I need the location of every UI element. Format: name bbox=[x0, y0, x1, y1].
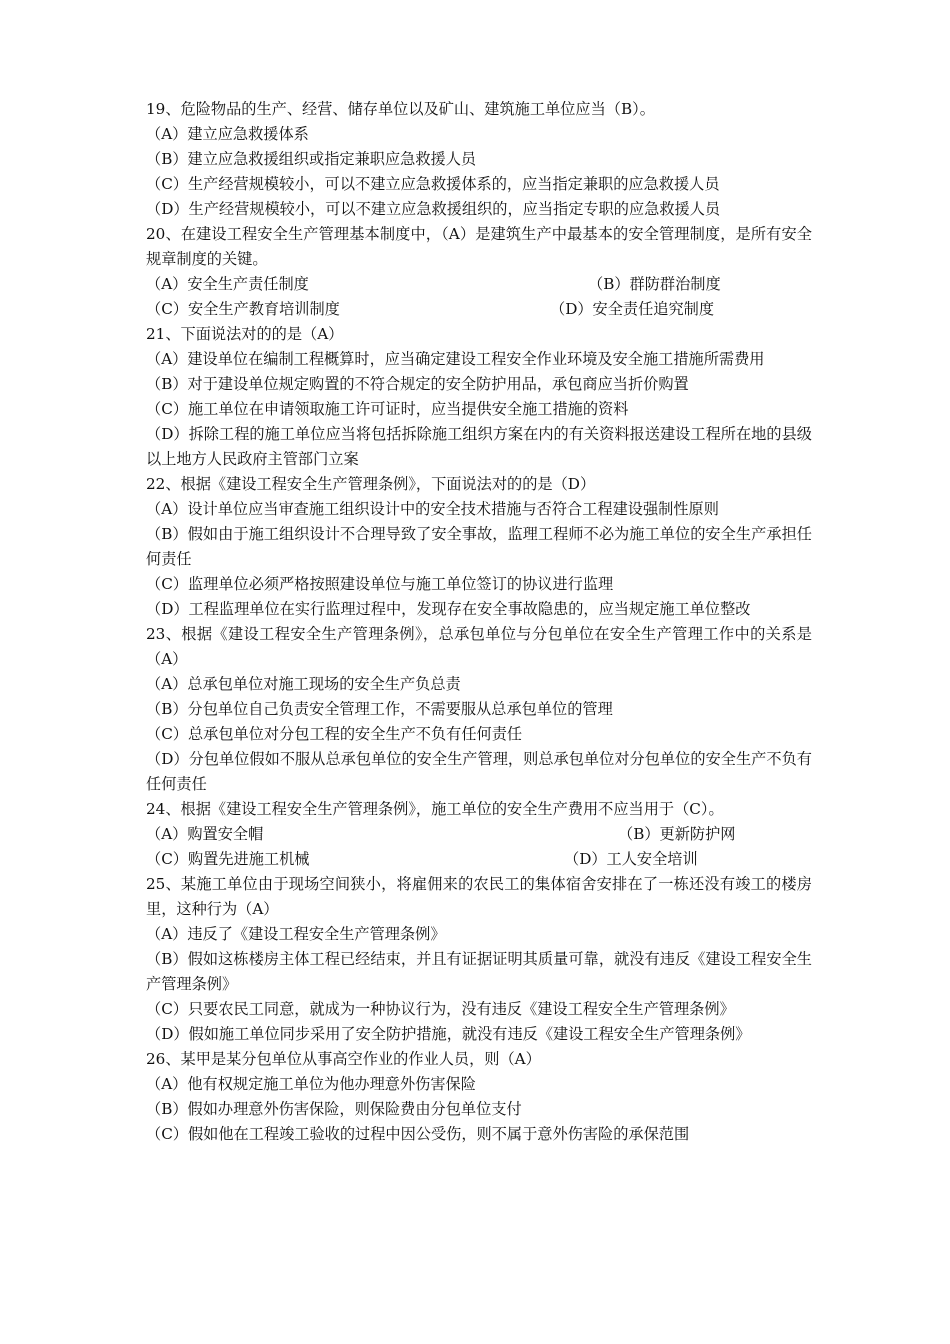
question-19-option-d: （D）生产经营规模较小，可以不建立应急救援组织的，应当指定专职的应急救援人员 bbox=[146, 200, 721, 218]
question-25-stem: 25、某施工单位由于现场空间狭小，将雇佣来的农民工的集体宿舍安排在了一栋还没有竣工的楼房里，这种行为（A） bbox=[146, 875, 812, 918]
question-21-option-b: （B）对于建设单位规定购置的不符合规定的安全防护用品，承包商应当折价购置 bbox=[146, 375, 689, 393]
question-22-option-a: （A）设计单位应当审查施工组织设计中的安全技术措施与否符合工程建设强制性原则 bbox=[146, 500, 719, 518]
question-26-option-c: （C）假如他在工程竣工验收的过程中因公受伤，则不属于意外伤害险的承保范围 bbox=[146, 1125, 690, 1143]
question-26-option-a: （A）他有权规定施工单位为他办理意外伤害保险 bbox=[146, 1075, 476, 1093]
question-25-option-a: （A）违反了《建设工程安全生产管理条例》 bbox=[146, 925, 446, 943]
question-21-stem: 21、下面说法对的的是（A） bbox=[146, 325, 344, 343]
question-22-option-c: （C）监理单位必须严格按照建设单位与施工单位签订的协议进行监理 bbox=[146, 575, 614, 593]
question-26-option-b: （B）假如办理意外伤害保险，则保险费由分包单位支付 bbox=[146, 1100, 522, 1118]
question-20-option-d: （D）安全责任追究制度 bbox=[550, 300, 715, 318]
question-20-options-row-1 bbox=[146, 272, 812, 297]
question-23-option-c: （C）总承包单位对分包工程的安全生产不负有任何责任 bbox=[146, 725, 523, 743]
question-20-option-c: （C）安全生产教育培训制度 bbox=[146, 300, 340, 318]
question-25-option-c: （C）只要农民工同意，就成为一种协议行为，没有违反《建设工程安全生产管理条例》 bbox=[146, 1000, 735, 1018]
question-22-stem: 22、根据《建设工程安全生产管理条例》，下面说法对的的是（D） bbox=[146, 475, 596, 493]
question-19-option-c: （C）生产经营规模较小，可以不建立应急救援体系的，应当指定兼职的应急救援人员 bbox=[146, 175, 720, 193]
question-21-option-c: （C）施工单位在申请领取施工许可证时，应当提供安全施工措施的资料 bbox=[146, 400, 629, 418]
question-21-option-d: （D）拆除工程的施工单位应当将包括拆除施工组织方案在内的有关资料报送建设工程所在地的县级以上地方人民政府主管部门立案 bbox=[146, 425, 812, 468]
question-26-stem: 26、某甲是某分包单位从事高空作业的作业人员，则（A） bbox=[146, 1050, 541, 1068]
question-23-option-d: （D）分包单位假如不服从总承包单位的安全生产管理，则总承包单位对分包单位的安全生产不负有任何责任 bbox=[146, 750, 812, 793]
question-20-option-b: （B）群防群治制度 bbox=[588, 275, 721, 293]
question-24-option-c: （C）购置先进施工机械 bbox=[146, 850, 310, 868]
question-22-option-b: （B）假如由于施工组织设计不合理导致了安全事故，监理工程师不必为施工单位的安全生产承担任何责任 bbox=[146, 525, 812, 568]
question-24-options-row-1 bbox=[146, 822, 812, 847]
question-24-option-d: （D）工人安全培训 bbox=[564, 850, 698, 868]
question-24-option-a: （A）购置安全帽 bbox=[146, 825, 264, 843]
question-20-option-a: （A）安全生产责任制度 bbox=[146, 275, 309, 293]
question-19-stem: 19、危险物品的生产、经营、储存单位以及矿山、建筑施工单位应当（B）。 bbox=[146, 100, 655, 118]
question-23-stem: 23、根据《建设工程安全生产管理条例》，总承包单位与分包单位在安全生产管理工作中的关系是（A） bbox=[146, 625, 812, 668]
document-page bbox=[146, 97, 812, 1147]
question-25-option-b: （B）假如这栋楼房主体工程已经结束，并且有证据证明其质量可靠，就没有违反《建设工程安全生产管理条例》 bbox=[146, 950, 812, 993]
question-24-option-b: （B）更新防护网 bbox=[618, 825, 736, 843]
question-19-option-b: （B）建立应急救援组织或指定兼职应急救援人员 bbox=[146, 150, 477, 168]
question-23-option-a: （A）总承包单位对施工现场的安全生产负总责 bbox=[146, 675, 461, 693]
question-22-option-d: （D）工程监理单位在实行监理过程中，发现存在安全事故隐患的，应当规定施工单位整改 bbox=[146, 600, 751, 618]
question-19-option-a: （A）建立应急救援体系 bbox=[146, 125, 309, 143]
question-20-stem: 20、在建设工程安全生产管理基本制度中，（A）是建筑生产中最基本的安全管理制度，是所有安全规章制度的关键。 bbox=[146, 225, 812, 268]
question-24-stem: 24、根据《建设工程安全生产管理条例》，施工单位的安全生产费用不应当用于（C）。 bbox=[146, 800, 724, 818]
question-24-options-row-2 bbox=[146, 847, 812, 872]
question-20-options-row-2 bbox=[146, 297, 812, 322]
question-23-option-b: （B）分包单位自己负责安全管理工作，不需要服从总承包单位的管理 bbox=[146, 700, 613, 718]
question-25-option-d: （D）假如施工单位同步采用了安全防护措施，就没有违反《建设工程安全生产管理条例》 bbox=[146, 1025, 751, 1043]
question-21-option-a: （A）建设单位在编制工程概算时，应当确定建设工程安全作业环境及安全施工措施所需费用 bbox=[146, 350, 765, 368]
